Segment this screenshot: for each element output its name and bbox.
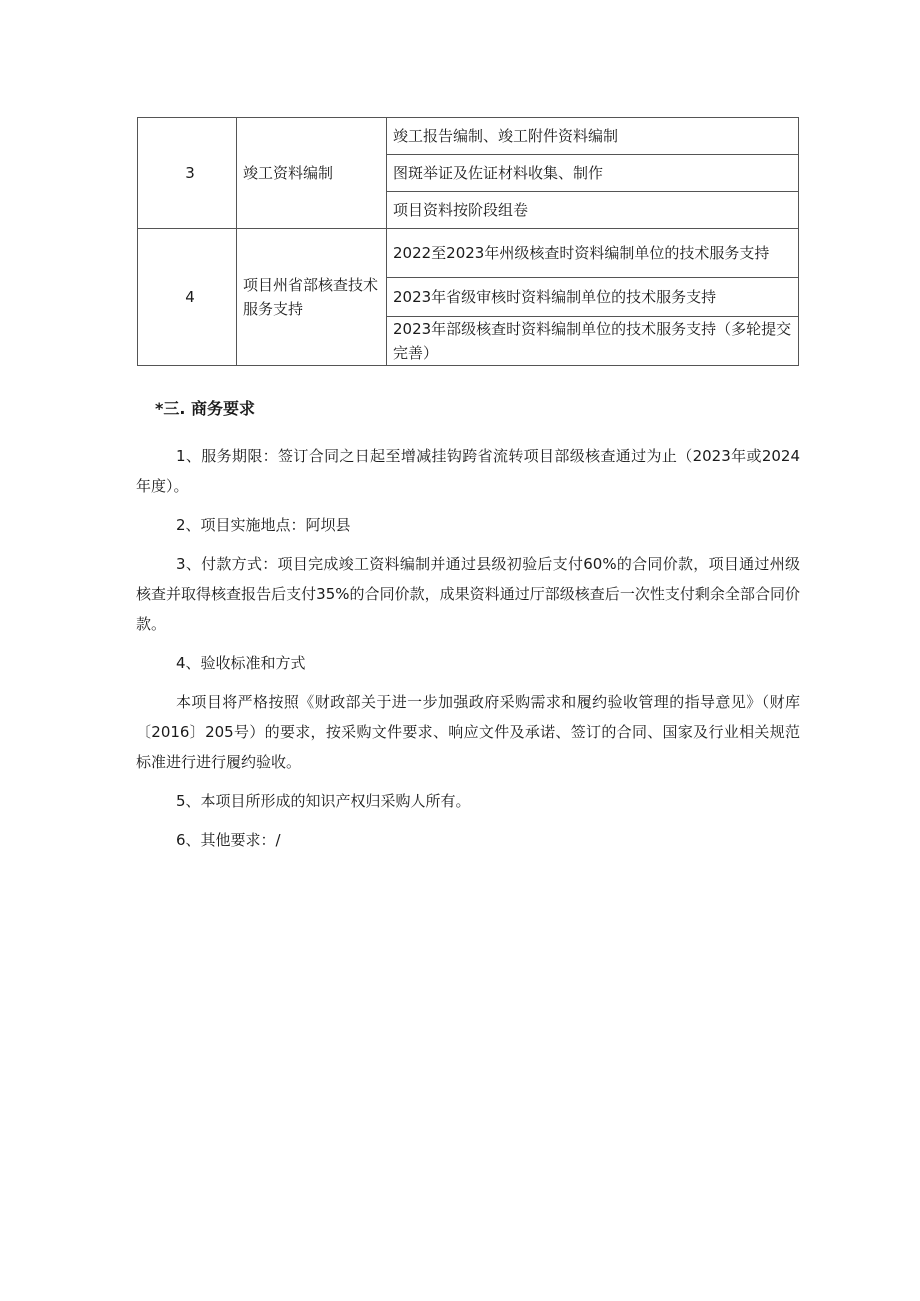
task-item: 竣工报告编制、竣工附件资料编制 [387,118,799,155]
paragraph-acceptance-body: 本项目将严格按照《财政部关于进一步加强政府采购需求和履约验收管理的指导意见》（财库〔2016〕205号）的要求，按采购文件要求、响应文件及承诺、签订的合同、国家及行业相关规范标准进行进行履约验收。 [136,693,800,771]
task-name: 项目州省部核查技术服务支持 [237,229,387,366]
row-number: 3 [138,118,237,229]
task-item: 2023年部级核查时资料编制单位的技术服务支持（多轮提交完善） [387,317,799,366]
paragraph-location: 2、项目实施地点：阿坝县 [176,516,351,534]
paragraph-service-period: 1、服务期限：签订合同之日起至增减挂钩跨省流转项目部级核查通过为止（2023年或2024年度）。 [136,447,800,495]
row-number: 4 [138,229,237,366]
paragraph-acceptance-heading: 4、验收标准和方式 [176,654,306,672]
task-item: 图斑举证及佐证材料收集、制作 [387,155,799,192]
section-heading: *三. 商务要求 [155,399,256,418]
paragraph-ip: 5、本项目所形成的知识产权归采购人所有。 [176,792,471,810]
table-row [138,229,799,278]
task-item: 2022至2023年州级核查时资料编制单位的技术服务支持 [387,229,799,278]
table-row [138,118,799,155]
task-item: 2023年省级审核时资料编制单位的技术服务支持 [387,278,799,317]
task-name: 竣工资料编制 [237,118,387,229]
business-requirements [136,441,800,864]
paragraph-other: 6、其他要求：/ [176,831,281,849]
paragraph-payment: 3、付款方式：项目完成竣工资料编制并通过县级初验后支付60%的合同价款，项目通过州级核查并取得核查报告后支付35%的合同价款，成果资料通过厅部级核查后一次性支付剩余全部合同价款。 [136,555,800,633]
service-content-table [137,117,799,366]
task-item: 项目资料按阶段组卷 [387,192,799,229]
